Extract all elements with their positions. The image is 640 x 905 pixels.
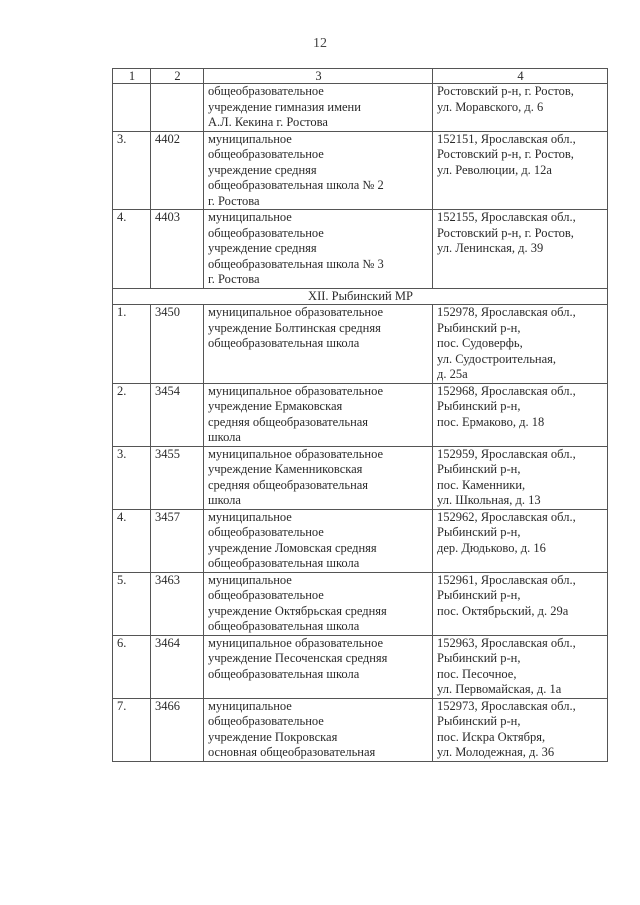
address-cell: 152959, Ярославская обл., Рыбинский р-н, пос. Каменники, ул. Школьная, д. 13 (433, 446, 608, 509)
header-row (113, 69, 608, 84)
institution-name-cell: муниципальное общеобразовательное учреждение Октябрьская средняя общеобразовательная школа (204, 572, 433, 635)
school-code-cell: 4402 (151, 131, 204, 210)
row-number-cell: 4. (113, 509, 151, 572)
address-cell: 152155, Ярославская обл., Ростовский р-н, г. Ростов, ул. Ленинская, д. 39 (433, 210, 608, 289)
table-row (113, 305, 608, 384)
institution-name-cell: общеобразовательное учреждение гимназия имени А.Л. Кекина г. Ростова (204, 84, 433, 132)
address-cell: 152968, Ярославская обл., Рыбинский р-н, пос. Ермаково, д. 18 (433, 383, 608, 446)
row-number-cell: 1. (113, 305, 151, 384)
address-cell: 152962, Ярославская обл., Рыбинский р-н, дер. Дюдьково, д. 16 (433, 509, 608, 572)
school-code-cell: 3463 (151, 572, 204, 635)
institutions-table (112, 68, 608, 762)
school-code-cell: 3454 (151, 383, 204, 446)
section-heading-row (113, 288, 608, 305)
row-number-cell: 5. (113, 572, 151, 635)
school-code-cell: 3450 (151, 305, 204, 384)
institution-name-cell: муниципальное образовательное учреждение Каменниковская средняя общеобразовательная школа (204, 446, 433, 509)
row-number-cell (113, 84, 151, 132)
table-row (113, 635, 608, 698)
address-cell: Ростовский р-н, г. Ростов, ул. Моравского, д. 6 (433, 84, 608, 132)
institution-name-cell: муниципальное образовательное учреждение Ермаковская средняя общеобразовательная школа (204, 383, 433, 446)
table-row (113, 572, 608, 635)
table-row (113, 131, 608, 210)
table-body (113, 69, 608, 762)
address-cell: 152978, Ярославская обл., Рыбинский р-н, пос. Судоверфь, ул. Судостроительная, д. 25а (433, 305, 608, 384)
row-number-cell: 3. (113, 446, 151, 509)
school-code-cell (151, 84, 204, 132)
column-header: 2 (151, 69, 204, 84)
row-number-cell: 4. (113, 210, 151, 289)
row-number-cell: 2. (113, 383, 151, 446)
address-cell: 152151, Ярославская обл., Ростовский р-н, г. Ростов, ул. Революции, д. 12а (433, 131, 608, 210)
table-row (113, 446, 608, 509)
school-code-cell: 3455 (151, 446, 204, 509)
column-header: 4 (433, 69, 608, 84)
institution-name-cell: муниципальное общеобразовательное учреждение средняя общеобразовательная школа № 2 г. Ростова (204, 131, 433, 210)
address-cell: 152961, Ярославская обл., Рыбинский р-н, пос. Октябрьский, д. 29а (433, 572, 608, 635)
address-cell: 152963, Ярославская обл., Рыбинский р-н, пос. Песочное, ул. Первомайская, д. 1а (433, 635, 608, 698)
institution-name-cell: муниципальное общеобразовательное учреждение Покровская основная общеобразовательная (204, 698, 433, 761)
table-row (113, 509, 608, 572)
row-number-cell: 7. (113, 698, 151, 761)
school-code-cell: 3457 (151, 509, 204, 572)
institution-name-cell: муниципальное общеобразовательное учреждение средняя общеобразовательная школа № 3 г. Ростова (204, 210, 433, 289)
table-row (113, 698, 608, 761)
column-header: 1 (113, 69, 151, 84)
table-row (113, 383, 608, 446)
row-number-cell: 3. (113, 131, 151, 210)
address-cell: 152973, Ярославская обл., Рыбинский р-н, пос. Искра Октября, ул. Молодежная, д. 36 (433, 698, 608, 761)
column-header: 3 (204, 69, 433, 84)
school-code-cell: 3466 (151, 698, 204, 761)
institution-name-cell: муниципальное образовательное учреждение Болтинская средняя общеобразовательная школа (204, 305, 433, 384)
section-title: XII. Рыбинский МР (113, 288, 608, 305)
page-number: 12 (313, 36, 327, 51)
institution-name-cell: муниципальное образовательное учреждение Песоченская средняя общеобразовательная школа (204, 635, 433, 698)
school-code-cell: 3464 (151, 635, 204, 698)
row-number-cell: 6. (113, 635, 151, 698)
school-code-cell: 4403 (151, 210, 204, 289)
table-row (113, 84, 608, 132)
institution-name-cell: муниципальное общеобразовательное учреждение Ломовская средняя общеобразовательная школа (204, 509, 433, 572)
table-row (113, 210, 608, 289)
